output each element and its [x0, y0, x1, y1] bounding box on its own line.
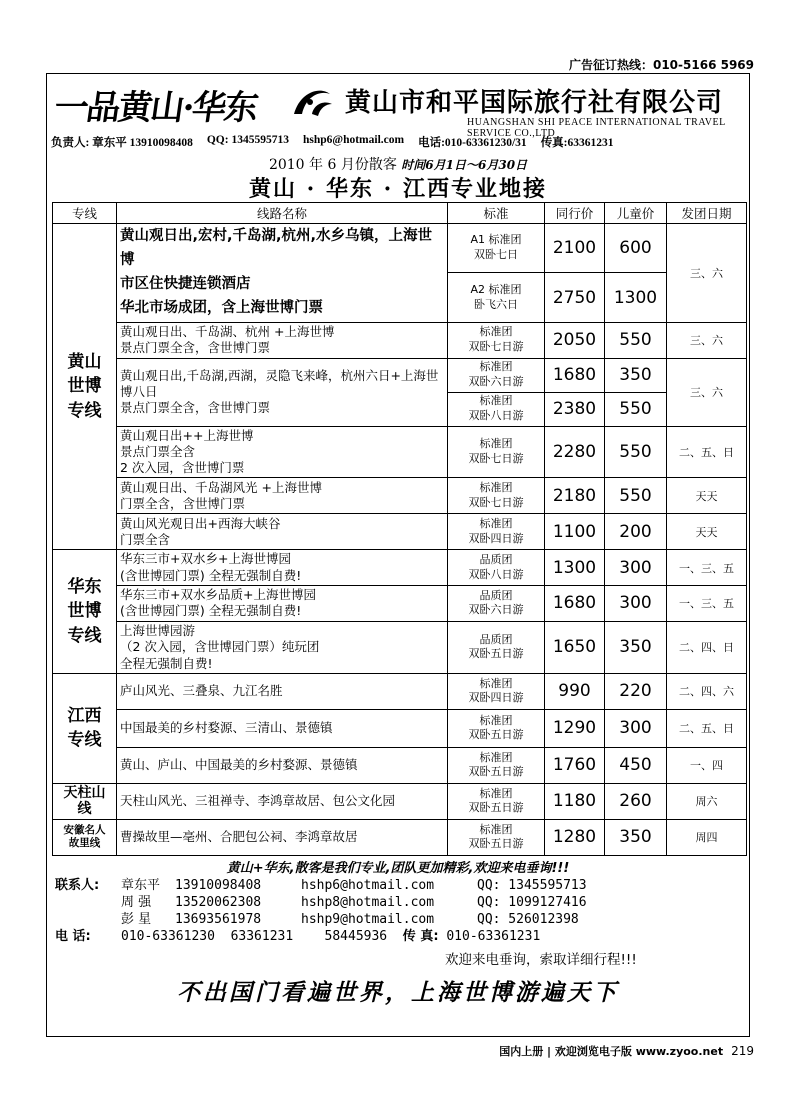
welcome-text: 欢迎来电垂询，索取详细行程!!!	[445, 952, 637, 968]
standard-cell	[448, 478, 545, 514]
days-cell: 一、三、五	[667, 585, 747, 621]
route-line: 黄山观日出,千岛湖,西湖，灵隐飞来峰，杭州六日+上海世博八日	[120, 367, 439, 400]
child-price-cell: 300	[605, 550, 667, 586]
tour-table	[52, 202, 747, 856]
contacts-block	[55, 877, 587, 945]
child-price-cell: 300	[605, 585, 667, 621]
route-line: 市区住快捷连锁酒店	[120, 275, 251, 292]
slogan: 黄山+华东,散客是我们专业,团队更加精彩,欢迎来电垂询!!!	[226, 861, 570, 876]
standard-line: A2 标准团	[470, 282, 522, 296]
child-price-cell: 1300	[605, 273, 667, 322]
price-cell: 2100	[545, 224, 605, 273]
table-row	[53, 550, 747, 586]
contact-phone: 13520062308	[175, 895, 262, 910]
standard-line: 双卧七日	[474, 248, 518, 262]
contacts-label: 联系人:	[55, 878, 100, 893]
standard-cell	[448, 273, 545, 322]
header-fax: 传真:63361231	[540, 137, 614, 149]
table-row	[53, 322, 747, 358]
route-line: （2 次入园，含世博园门票）纯玩团	[120, 639, 320, 655]
standard-line: 标准团	[479, 437, 513, 451]
standard-cell	[448, 322, 545, 358]
standard-cell	[448, 819, 545, 855]
route-line: 门票全含	[120, 531, 171, 547]
price-cell: 1100	[545, 514, 605, 550]
route-cell	[117, 224, 448, 323]
category-label: 华东世博专线	[67, 576, 102, 646]
col-header: 发团日期	[667, 203, 747, 224]
route-cell: 天柱山风光、三祖禅寺、李鸿章故居、包公文化园	[117, 783, 448, 819]
standard-line: 双卧五日游	[468, 647, 524, 661]
price-cell: 1280	[545, 819, 605, 855]
route-line: 门票全含，含世博门票	[120, 495, 246, 511]
days-cell: 天天	[667, 514, 747, 550]
header	[47, 76, 749, 139]
days-cell: 一、四	[667, 747, 747, 783]
route-cell: 黄山、庐山、中国最美的乡村婺源、景德镇	[117, 747, 448, 783]
standard-line: 双卧五日游	[468, 801, 524, 815]
tel-1: 010-63361230	[121, 929, 215, 944]
standard-line: 标准团	[479, 822, 513, 836]
standard-line: 标准团	[479, 360, 513, 374]
standard-cell	[448, 709, 545, 747]
period-time: 时间6月1日～6月30日	[401, 158, 528, 172]
days-cell: 一、三、五	[667, 550, 747, 586]
route-cell	[117, 426, 448, 478]
contact-qq: QQ: 526012398	[477, 912, 579, 927]
price-cell: 990	[545, 673, 605, 709]
standard-line: 品质团	[479, 588, 513, 602]
standard-line: 双卧六日游	[468, 603, 524, 617]
standard-line: 双卧五日游	[468, 765, 524, 779]
child-price-cell: 350	[605, 358, 667, 392]
price-cell: 2750	[545, 273, 605, 322]
category-cell	[53, 224, 117, 550]
route-line: 景点门票全含	[120, 443, 196, 459]
big-slogan: 不出国门看遍世界，上海世博游遍天下	[177, 979, 619, 1006]
route-cell	[117, 514, 448, 550]
category-label: 黄山世博专线	[67, 351, 102, 422]
standard-line: 双卧六日游	[468, 375, 524, 389]
company-name-cn: 黄山市和平国际旅行社有限公司	[345, 88, 724, 118]
subtitle: 黄山 · 华东 · 江西专业地接	[249, 176, 547, 202]
period-main: 2010 年 6 月份散客	[268, 157, 397, 173]
category-cell	[53, 819, 117, 855]
standard-line: 品质团	[479, 632, 513, 646]
tel-label: 电 话:	[55, 929, 91, 944]
standard-line: A1 标准团	[470, 233, 522, 247]
standard-cell	[448, 550, 545, 586]
standard-line: 双卧七日游	[468, 495, 524, 509]
tel-2: 63361231	[230, 929, 294, 944]
standard-line: 标准团	[479, 750, 513, 764]
route-cell	[117, 358, 448, 426]
contact-qq: QQ: 1099127416	[477, 895, 587, 910]
tel-3: 58445936	[324, 929, 388, 944]
standard-line: 双卧五日游	[468, 837, 524, 851]
contact-name: 章东平	[121, 878, 161, 893]
standard-cell	[448, 783, 545, 819]
table-row	[53, 747, 747, 783]
category-label: 天柱山线	[63, 785, 106, 818]
contact-name: 彭 星	[121, 912, 152, 927]
price-cell: 2380	[545, 392, 605, 426]
standard-line: 双卧五日游	[468, 728, 524, 742]
category-cell	[53, 550, 117, 674]
col-header: 标准	[448, 203, 545, 224]
standard-line: 双卧八日游	[468, 409, 524, 423]
swirl-logo-icon	[290, 84, 334, 120]
route-cell	[117, 585, 448, 621]
footer	[499, 1043, 754, 1059]
price-cell: 1760	[545, 747, 605, 783]
price-cell: 2180	[545, 478, 605, 514]
standard-line: 标准团	[479, 676, 513, 690]
brand-logo: 一品黄山·华东	[51, 88, 260, 128]
price-cell: 1300	[545, 550, 605, 586]
days-cell: 周四	[667, 819, 747, 855]
route-line: 上海世博园游	[120, 623, 196, 639]
route-line: (含世博园门票) 全程无强制自费!	[120, 567, 302, 583]
child-price-cell: 260	[605, 783, 667, 819]
days-cell: 二、五、日	[667, 709, 747, 747]
route-line: 黄山观日出,宏村,千岛湖,杭州,水乡乌镇，上海世博	[120, 228, 433, 268]
price-cell: 1290	[545, 709, 605, 747]
child-price-cell: 600	[605, 224, 667, 273]
table-row	[53, 224, 747, 273]
category-label: 江西专线	[67, 705, 102, 751]
route-cell: 中国最美的乡村婺源、三清山、景德镇	[117, 709, 448, 747]
standard-line: 品质团	[479, 552, 513, 566]
contact-email: hshp9@hotmail.com	[301, 912, 435, 927]
child-price-cell: 450	[605, 747, 667, 783]
table-row	[53, 673, 747, 709]
fax-label: 传 真:	[402, 929, 439, 944]
table-row	[53, 514, 747, 550]
header-qq: QQ: 1345595713	[206, 134, 289, 146]
standard-cell	[448, 747, 545, 783]
child-price-cell: 220	[605, 673, 667, 709]
contact-phone: 13910098408	[175, 878, 262, 893]
page-number: 219	[731, 1044, 754, 1058]
route-cell: 曹操故里—亳州、合肥包公祠、李鸿章故居	[117, 819, 448, 855]
child-price-cell: 550	[605, 426, 667, 478]
route-line: 全程无强制自费!	[120, 655, 213, 671]
standard-cell	[448, 426, 545, 478]
contact-email: hshp8@hotmail.com	[301, 895, 435, 910]
route-line: 黄山观日出、千岛湖、杭州 +上海世博	[120, 323, 335, 339]
category-cell	[53, 783, 117, 819]
col-header: 同行价	[545, 203, 605, 224]
header-email: hshp6@hotmail.com	[302, 134, 405, 146]
route-line: 2 次入园，含世博门票	[120, 460, 245, 476]
standard-line: 卧飞六日	[474, 297, 518, 311]
route-line: 黄山风光观日出+西海大峡谷	[120, 515, 281, 531]
standard-line: 双卧七日游	[468, 452, 524, 466]
price-cell: 1180	[545, 783, 605, 819]
standard-line: 标准团	[479, 517, 513, 531]
header-contact-line	[51, 134, 747, 150]
route-cell: 庐山风光、三叠泉、九江名胜	[117, 673, 448, 709]
header-phone: 电话:010-63361230/31	[418, 137, 527, 149]
col-header: 线路名称	[117, 203, 448, 224]
table-row	[53, 621, 747, 673]
footer-text: 国内上册 | 欢迎浏览电子版 www.zyoo.net	[499, 1045, 724, 1058]
route-line: 景点门票全含，含世博门票	[120, 340, 271, 356]
child-price-cell: 300	[605, 709, 667, 747]
fax-number: 010-63361231	[446, 929, 541, 944]
col-header: 专线	[53, 203, 117, 224]
price-cell: 2050	[545, 322, 605, 358]
table-header-row	[53, 203, 747, 224]
period-line	[47, 154, 749, 174]
standard-line: 双卧七日游	[468, 340, 524, 354]
standard-line: 双卧四日游	[468, 691, 524, 705]
standard-cell	[448, 392, 545, 426]
days-cell: 周六	[667, 783, 747, 819]
child-price-cell: 550	[605, 392, 667, 426]
route-line: 黄山观日出、千岛湖风光 +上海世博	[120, 479, 322, 495]
days-cell: 二、四、日	[667, 621, 747, 673]
contact-email: hshp6@hotmail.com	[301, 878, 435, 893]
company-name-en: HUANGSHAN SHI PEACE INTERNATIONAL TRAVEL SERVICE CO.,LTD	[467, 117, 726, 139]
contact-name: 周 强	[121, 895, 152, 910]
manager: 负责人: 章东平 13910098408	[51, 137, 193, 149]
days-cell: 天天	[667, 478, 747, 514]
standard-cell	[448, 224, 545, 273]
contact-row	[55, 894, 587, 911]
standard-line: 标准团	[479, 481, 513, 495]
child-price-cell: 550	[605, 322, 667, 358]
standard-line: 双卧四日游	[468, 531, 524, 545]
route-line: 华东三市+双水乡品质+上海世博园	[120, 587, 316, 603]
price-cell: 1680	[545, 585, 605, 621]
tel-row	[55, 928, 587, 945]
table-row	[53, 819, 747, 855]
table-row	[53, 426, 747, 478]
col-header: 儿童价	[605, 203, 667, 224]
standard-cell	[448, 585, 545, 621]
days-cell: 三、六	[667, 358, 747, 426]
table-row	[53, 478, 747, 514]
price-cell: 1680	[545, 358, 605, 392]
category-label: 安徽名人故里线	[63, 823, 106, 850]
standard-cell	[448, 514, 545, 550]
advert-frame	[46, 73, 750, 1037]
route-cell	[117, 478, 448, 514]
contact-qq: QQ: 1345595713	[477, 878, 587, 893]
contact-row	[55, 911, 587, 928]
contact-row	[55, 877, 587, 894]
table-row	[53, 709, 747, 747]
standard-line: 双卧八日游	[468, 567, 524, 581]
route-cell	[117, 621, 448, 673]
table-row	[53, 783, 747, 819]
days-cell: 二、四、六	[667, 673, 747, 709]
child-price-cell: 350	[605, 621, 667, 673]
table-row	[53, 585, 747, 621]
route-line: 景点门票全含，含世博门票	[120, 400, 271, 416]
price-cell: 2280	[545, 426, 605, 478]
days-cell: 二、五、日	[667, 426, 747, 478]
standard-line: 标准团	[479, 713, 513, 727]
route-cell	[117, 550, 448, 586]
route-line: 华北市场成团，含上海世博门票	[120, 299, 323, 316]
child-price-cell: 200	[605, 514, 667, 550]
standard-line: 标准团	[479, 325, 513, 339]
standard-line: 标准团	[479, 786, 513, 800]
days-cell: 三、六	[667, 322, 747, 358]
standard-cell	[448, 621, 545, 673]
standard-cell	[448, 358, 545, 392]
days-cell: 三、六	[667, 224, 747, 323]
standard-cell	[448, 673, 545, 709]
child-price-cell: 350	[605, 819, 667, 855]
ad-hotline: 广告征订热线：010-5166 5969	[568, 58, 754, 72]
contact-phone: 13693561978	[175, 912, 262, 927]
route-cell	[117, 322, 448, 358]
route-line: 华东三市+双水乡+上海世博园	[120, 551, 291, 567]
price-cell: 1650	[545, 621, 605, 673]
route-line: (含世博园门票) 全程无强制自费!	[120, 603, 302, 619]
table-row	[53, 358, 747, 392]
category-cell	[53, 673, 117, 783]
child-price-cell: 550	[605, 478, 667, 514]
route-line: 黄山观日出++上海世博	[120, 427, 254, 443]
standard-line: 标准团	[479, 394, 513, 408]
